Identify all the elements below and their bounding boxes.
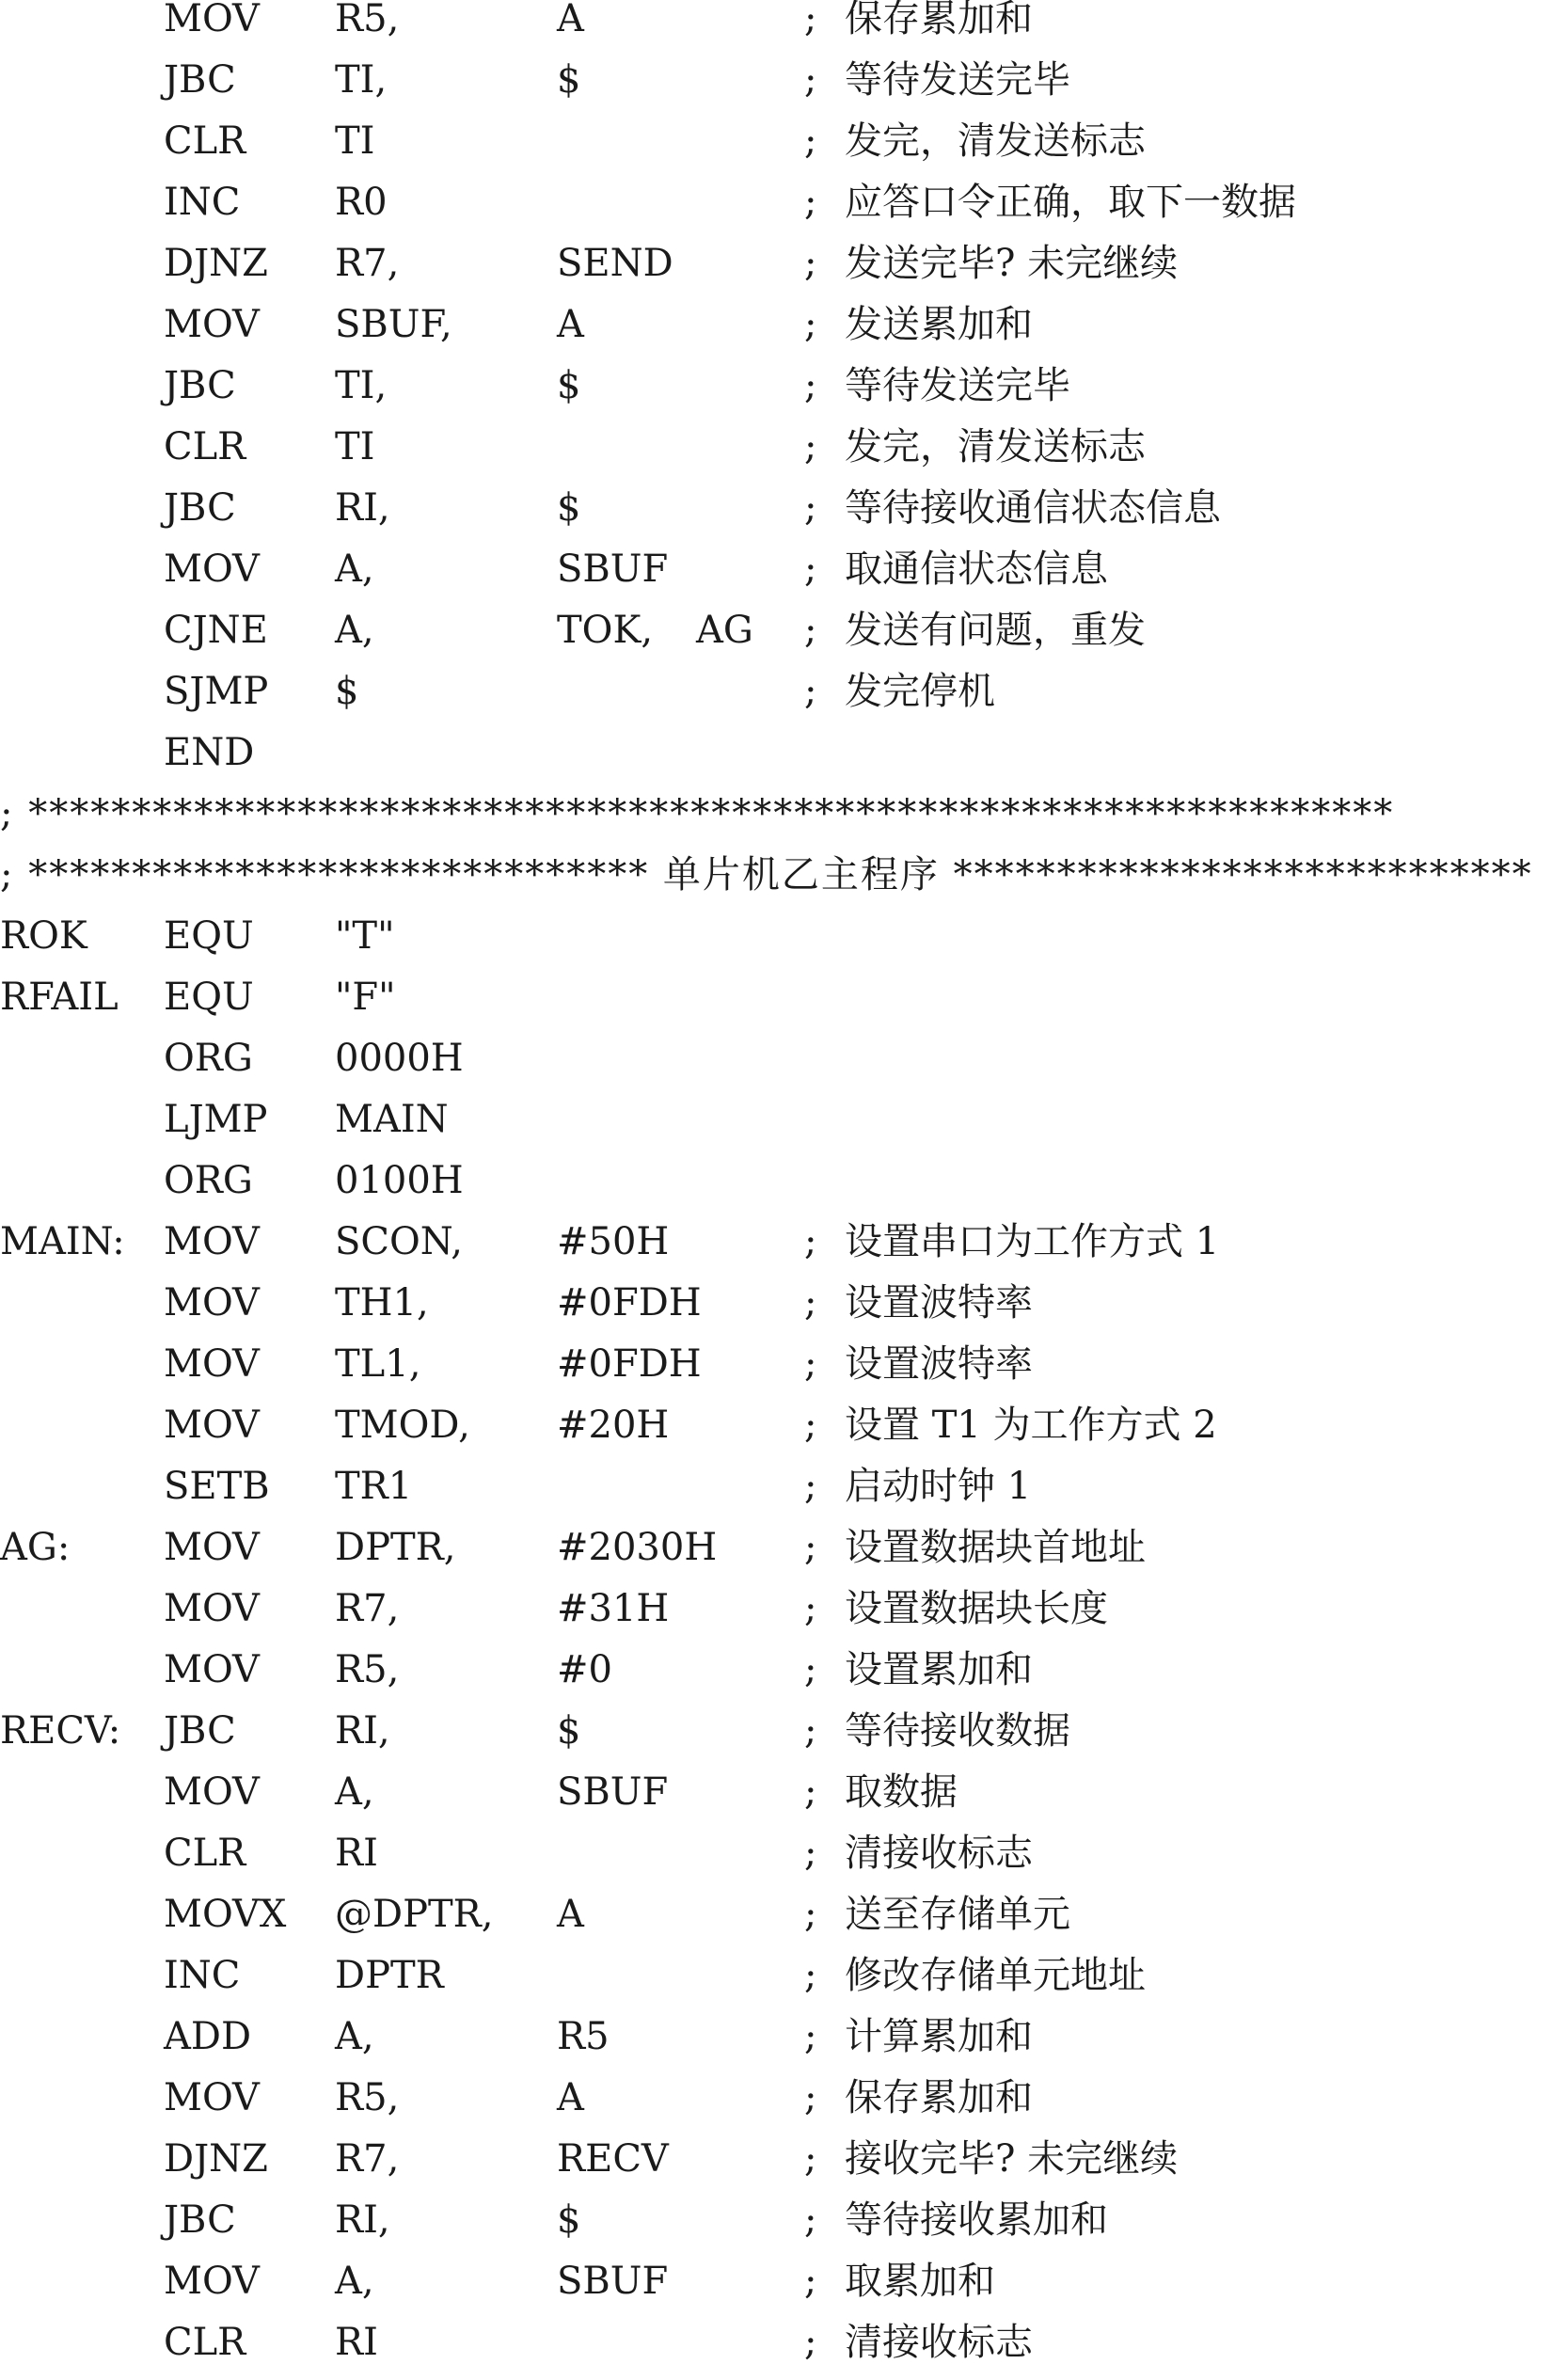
code-op: DJNZ	[164, 242, 268, 285]
code-line	[0, 971, 1552, 1023]
code-comment: 清接收标志	[845, 1832, 1033, 1875]
code-arg1: TL1,	[335, 1342, 421, 1386]
code-comment: 保存累加和	[845, 2076, 1033, 2119]
code-semi: ;	[804, 1526, 817, 1569]
code-semi: ;	[804, 58, 817, 102]
code-op: MOV	[164, 303, 260, 346]
code-op: DJNZ	[164, 2137, 268, 2181]
code-arg1: "T"	[335, 914, 395, 958]
code-op: END	[164, 731, 255, 774]
code-line	[0, 910, 1552, 962]
code-arg1: R7,	[335, 1587, 400, 1630]
code-line	[0, 726, 1552, 779]
code-op: MOV	[164, 1770, 260, 1814]
code-semi: ;	[804, 1220, 817, 1263]
code-op: JBC	[164, 486, 236, 530]
code-arg2: $	[557, 58, 581, 102]
code-comment: 设置 T1 为工作方式 2	[845, 1404, 1217, 1447]
code-line	[0, 420, 1552, 473]
code-arg2: #50H	[557, 1220, 670, 1263]
code-line	[0, 1093, 1552, 1146]
code-label: AG:	[0, 1526, 71, 1569]
code-semi: ;	[804, 2198, 817, 2242]
code-comment: 设置数据块首地址	[845, 1526, 1146, 1569]
code-arg2: #31H	[557, 1587, 670, 1630]
code-op: MOV	[164, 2260, 260, 2303]
code-line	[0, 1277, 1552, 1329]
code-arg2: $	[557, 2198, 581, 2242]
code-op: MOV	[164, 1526, 260, 1569]
code-semi: ;	[804, 2321, 817, 2364]
code-arg1: RI	[335, 2321, 378, 2364]
code-line	[0, 1582, 1552, 1635]
code-op: MOV	[164, 547, 260, 591]
code-arg2: SEND	[557, 242, 673, 285]
code-op: MOVX	[164, 1893, 287, 1936]
code-comment: 设置波特率	[845, 1281, 1033, 1325]
code-label: RECV:	[0, 1709, 121, 1753]
code-comment: 发送有问题，重发	[845, 609, 1146, 652]
code-arg2: A	[557, 1893, 584, 1936]
code-op: LJMP	[164, 1098, 268, 1141]
code-arg1: TR1	[335, 1465, 413, 1508]
code-line	[0, 1154, 1552, 1207]
code-arg2: TOK,	[557, 609, 654, 652]
code-arg1: RI	[335, 1832, 378, 1875]
code-semi: ;	[804, 547, 817, 591]
code-comment: 修改存储单元地址	[845, 1954, 1146, 1997]
code-arg2: RECV	[557, 2137, 669, 2181]
code-arg1: TI	[335, 425, 375, 468]
code-arg2: SBUF	[557, 1770, 669, 1814]
comment-separator	[0, 787, 1552, 840]
code-line	[0, 1949, 1552, 2002]
code-comment: 设置波特率	[845, 1342, 1033, 1386]
code-op: JBC	[164, 58, 236, 102]
code-line	[0, 604, 1552, 657]
code-label: MAIN:	[0, 1220, 125, 1263]
code-comment: 应答口令正确，取下一数据	[845, 181, 1296, 224]
code-semi: ;	[804, 303, 817, 346]
code-label: RFAIL	[0, 976, 119, 1019]
comment-separator-text: ; ******************************************************************	[0, 792, 1395, 835]
code-arg2: SBUF	[557, 2260, 669, 2303]
code-comment: 等待发送完毕	[845, 58, 1070, 102]
code-op: EQU	[164, 914, 254, 958]
code-semi: ;	[804, 1893, 817, 1936]
code-op: JBC	[164, 2198, 236, 2242]
code-op: JBC	[164, 364, 236, 407]
section-title-separator-text: ; ****************************** 单片机乙主程序 ****************************	[0, 853, 1533, 896]
code-line	[0, 1521, 1552, 1574]
code-op: MOV	[164, 1281, 260, 1325]
code-comment: 清接收标志	[845, 2321, 1033, 2364]
code-op: INC	[164, 1954, 241, 1997]
code-arg1: TMOD,	[335, 1404, 470, 1447]
code-arg1: R5,	[335, 0, 400, 40]
code-semi: ;	[804, 425, 817, 468]
code-semi: ;	[804, 609, 817, 652]
code-arg1: RI,	[335, 1709, 390, 1753]
code-arg1: RI,	[335, 2198, 390, 2242]
code-line	[0, 2010, 1552, 2063]
code-op: MOV	[164, 2076, 260, 2119]
code-arg1: RI,	[335, 486, 390, 530]
code-line	[0, 359, 1552, 412]
code-op: CLR	[164, 119, 246, 163]
code-op: MOV	[164, 1404, 260, 1447]
code-semi: ;	[804, 2260, 817, 2303]
code-arg1: DPTR,	[335, 1526, 456, 1569]
code-semi: ;	[804, 2137, 817, 2181]
code-op: MOV	[164, 1220, 260, 1263]
code-semi: ;	[804, 1648, 817, 1691]
code-arg1: TI	[335, 119, 375, 163]
code-arg1: A,	[335, 609, 374, 652]
code-semi: ;	[804, 670, 817, 713]
code-comment: 保存累加和	[845, 0, 1033, 40]
code-comment: 发完停机	[845, 670, 995, 713]
code-line	[0, 2255, 1552, 2308]
code-semi: ;	[804, 1404, 817, 1447]
code-arg1: A,	[335, 2015, 374, 2058]
code-arg1: SBUF,	[335, 303, 452, 346]
code-line	[0, 2194, 1552, 2246]
code-semi: ;	[804, 1832, 817, 1875]
code-comment: 发完，清发送标志	[845, 119, 1146, 163]
code-comment: 发送累加和	[845, 303, 1033, 346]
code-op: MOV	[164, 1587, 260, 1630]
code-comment: 等待接收通信状态信息	[845, 486, 1221, 530]
code-comment: 设置累加和	[845, 1648, 1033, 1691]
code-comment: 启动时钟 1	[845, 1465, 1032, 1508]
code-arg3: AG	[696, 609, 753, 652]
code-op: SETB	[164, 1465, 270, 1508]
code-comment: 等待接收数据	[845, 1709, 1070, 1753]
code-line	[0, 1032, 1552, 1085]
code-semi: ;	[804, 1465, 817, 1508]
code-comment: 取累加和	[845, 2260, 995, 2303]
code-arg1: R5,	[335, 2076, 400, 2119]
code-arg2: #0FDH	[557, 1281, 702, 1325]
code-arg1: A,	[335, 2260, 374, 2303]
code-semi: ;	[804, 2015, 817, 2058]
code-arg2: #0FDH	[557, 1342, 702, 1386]
code-arg2: A	[557, 303, 584, 346]
code-comment: 发送完毕? 未完继续	[845, 242, 1179, 285]
code-op: JBC	[164, 1709, 236, 1753]
code-line	[0, 1338, 1552, 1390]
code-op: INC	[164, 181, 241, 224]
code-line	[0, 1766, 1552, 1818]
code-line	[0, 1460, 1552, 1513]
code-line	[0, 482, 1552, 534]
code-line	[0, 0, 1552, 45]
code-arg2: $	[557, 1709, 581, 1753]
code-arg2: SBUF	[557, 547, 669, 591]
code-op: CLR	[164, 1832, 246, 1875]
code-comment: 设置串口为工作方式 1	[845, 1220, 1220, 1263]
code-arg1: A,	[335, 547, 374, 591]
code-arg1: $	[335, 670, 359, 713]
code-arg1: DPTR	[335, 1954, 444, 1997]
code-arg2: A	[557, 2076, 584, 2119]
code-arg2: $	[557, 364, 581, 407]
code-comment: 取数据	[845, 1770, 958, 1814]
code-comment: 等待接收累加和	[845, 2198, 1108, 2242]
code-line	[0, 1888, 1552, 1941]
code-label: ROK	[0, 914, 87, 958]
code-arg1: MAIN	[335, 1098, 449, 1141]
code-semi: ;	[804, 181, 817, 224]
code-op: CLR	[164, 425, 246, 468]
code-arg1: 0100H	[335, 1159, 464, 1202]
code-comment: 取通信状态信息	[845, 547, 1108, 591]
code-op: ORG	[164, 1159, 253, 1202]
code-arg1: TH1,	[335, 1281, 429, 1325]
code-semi: ;	[804, 1587, 817, 1630]
code-semi: ;	[804, 119, 817, 163]
code-semi: ;	[804, 242, 817, 285]
code-comment: 等待发送完毕	[845, 364, 1070, 407]
code-line	[0, 1705, 1552, 1757]
code-line	[0, 54, 1552, 106]
code-arg1: SCON,	[335, 1220, 463, 1263]
section-title-separator	[0, 849, 1552, 901]
code-arg2: A	[557, 0, 584, 40]
code-arg1: 0000H	[335, 1037, 464, 1080]
code-semi: ;	[804, 1770, 817, 1814]
code-comment: 送至存储单元	[845, 1893, 1070, 1936]
code-line	[0, 2316, 1552, 2369]
code-arg1: @DPTR,	[335, 1893, 494, 1936]
code-semi: ;	[804, 486, 817, 530]
code-line	[0, 2133, 1552, 2185]
code-op: MOV	[164, 0, 260, 40]
code-comment: 接收完毕? 未完继续	[845, 2137, 1179, 2181]
code-line	[0, 1215, 1552, 1268]
code-arg2: #0	[557, 1648, 612, 1691]
code-arg2: R5	[557, 2015, 610, 2058]
code-semi: ;	[804, 2076, 817, 2119]
code-semi: ;	[804, 1709, 817, 1753]
code-line	[0, 2071, 1552, 2124]
code-arg2: #2030H	[557, 1526, 718, 1569]
code-arg2: #20H	[557, 1404, 670, 1447]
code-op: ADD	[164, 2015, 252, 2058]
code-line	[0, 1399, 1552, 1452]
code-semi: ;	[804, 364, 817, 407]
code-op: CLR	[164, 2321, 246, 2364]
code-op: CJNE	[164, 609, 268, 652]
code-arg1: R7,	[335, 2137, 400, 2181]
code-line	[0, 543, 1552, 595]
code-line	[0, 237, 1552, 290]
code-arg1: "F"	[335, 976, 396, 1019]
code-arg1: R0	[335, 181, 388, 224]
code-comment: 设置数据块长度	[845, 1587, 1108, 1630]
code-op: MOV	[164, 1342, 260, 1386]
code-op: SJMP	[164, 670, 269, 713]
code-semi: ;	[804, 1954, 817, 1997]
code-arg2: $	[557, 486, 581, 530]
code-arg1: R7,	[335, 242, 400, 285]
code-semi: ;	[804, 0, 817, 40]
code-arg1: R5,	[335, 1648, 400, 1691]
code-line	[0, 176, 1552, 229]
code-line	[0, 115, 1552, 167]
code-line	[0, 1827, 1552, 1880]
code-semi: ;	[804, 1281, 817, 1325]
code-op: ORG	[164, 1037, 253, 1080]
code-semi: ;	[804, 1342, 817, 1386]
code-line	[0, 1643, 1552, 1696]
code-comment: 发完，清发送标志	[845, 425, 1146, 468]
code-line	[0, 665, 1552, 718]
code-arg1: A,	[335, 1770, 374, 1814]
code-line	[0, 298, 1552, 351]
code-comment: 计算累加和	[845, 2015, 1033, 2058]
code-arg1: TI,	[335, 58, 388, 102]
code-op: MOV	[164, 1648, 260, 1691]
code-op: EQU	[164, 976, 254, 1019]
code-arg1: TI,	[335, 364, 388, 407]
